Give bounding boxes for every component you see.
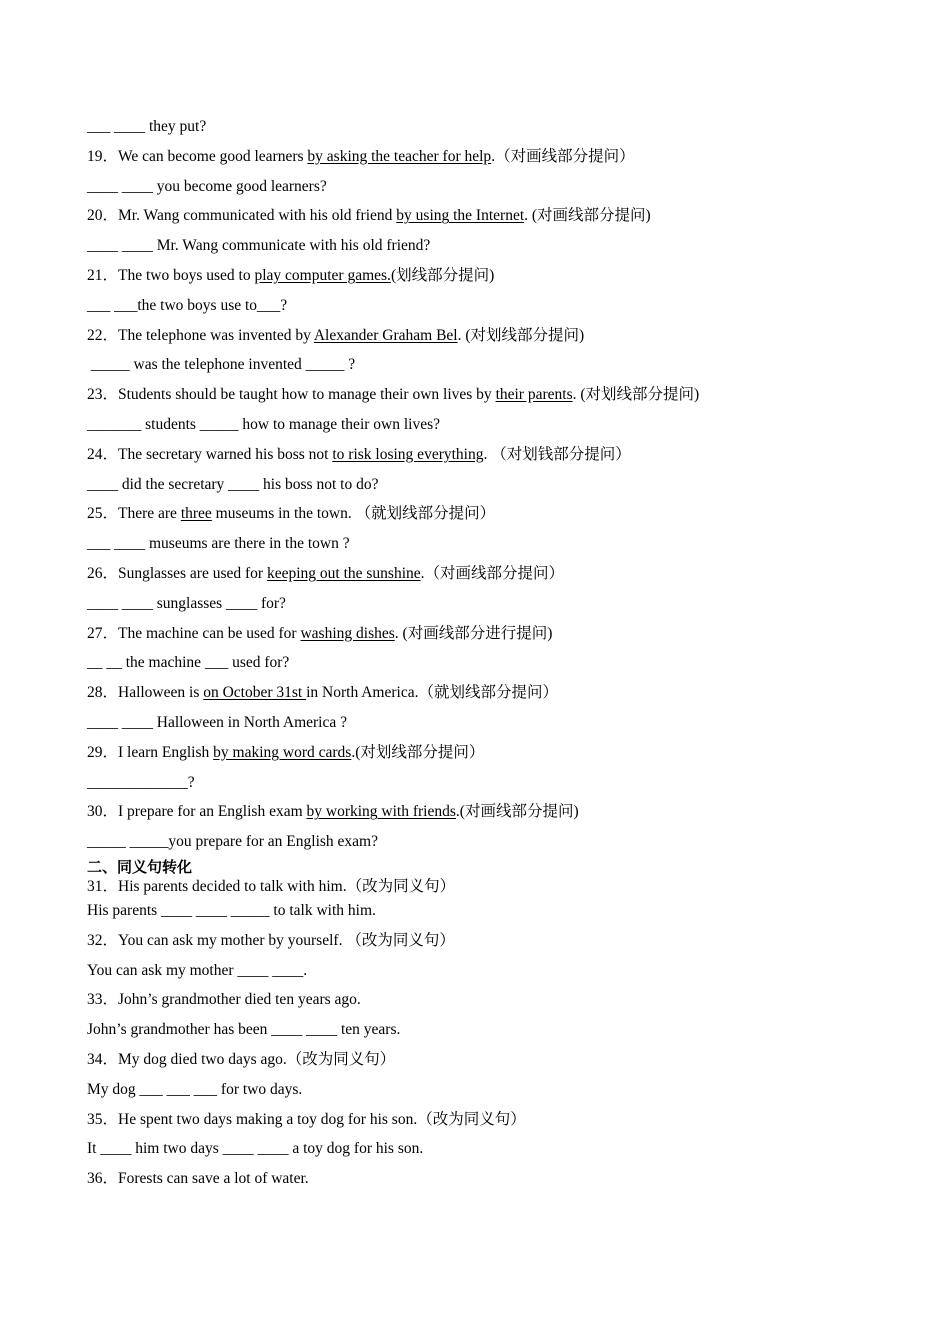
- text-line: [87, 410, 887, 440]
- text-run: His parents ____ ____ _____ to talk with him.: [87, 901, 376, 919]
- text-run: 19．We can become good learners: [87, 147, 308, 165]
- text-run: You can ask my mother ____ ____.: [87, 961, 308, 979]
- text-line: [87, 956, 887, 986]
- text-line: [87, 321, 887, 351]
- text-line: [87, 738, 887, 768]
- text-line: [87, 648, 887, 678]
- text-line: [87, 231, 887, 261]
- section-heading: [87, 857, 887, 877]
- text-line: [87, 1164, 887, 1194]
- text-line: [87, 708, 887, 738]
- text-line: [87, 896, 887, 926]
- text-run: _____ _____you prepare for an English exam?: [87, 833, 378, 851]
- text-run: 36．Forests can save a lot of water.: [87, 1170, 309, 1188]
- text-line: [87, 1075, 887, 1105]
- text-line: [87, 499, 887, 529]
- text-line: [87, 559, 887, 589]
- text-run: 32．You can ask my mother by yourself. （改为同义句）: [87, 931, 455, 949]
- text-line: [87, 589, 887, 619]
- text-line: [87, 619, 887, 649]
- text-run: John’s grandmother has been ____ ____ ten years.: [87, 1021, 401, 1039]
- text-line: [87, 112, 887, 142]
- underlined-phrase: three: [180, 505, 212, 523]
- text-run: 23．Students should be taught how to manage their own lives by: [87, 386, 496, 404]
- text-run: 27．The machine can be used for: [87, 624, 301, 642]
- underlined-phrase: washing dishes: [300, 624, 395, 642]
- underlined-phrase: by working with friends: [306, 803, 456, 821]
- text-run: 21．The two boys used to: [87, 266, 255, 284]
- text-run: ____ did the secretary ____ his boss not to do?: [87, 475, 379, 493]
- text-run: __ __ the machine ___ used for?: [87, 654, 290, 672]
- text-run: museums in the town. （就划线部分提问）: [211, 505, 496, 523]
- text-line: [87, 142, 887, 172]
- underlined-phrase: by using the Internet: [396, 207, 525, 225]
- text-run: It ____ him two days ____ ____ a toy dog for his son.: [87, 1140, 424, 1158]
- text-run: 31．His parents decided to talk with him.（改为同义句）: [87, 877, 456, 895]
- text-line: [87, 1134, 887, 1164]
- text-line: [87, 380, 887, 410]
- underlined-phrase: play computer games.: [254, 266, 391, 284]
- text-line: [87, 797, 887, 827]
- text-run: ____ ____ sunglasses ____ for?: [87, 594, 286, 612]
- text-line: [87, 877, 887, 896]
- text-line: [87, 985, 887, 1015]
- text-run: . (对划线部分提问): [572, 386, 700, 404]
- text-run: . (对划线部分提问): [457, 326, 585, 344]
- text-run: 20．Mr. Wang communicated with his old friend: [87, 207, 397, 225]
- text-run: .（对画线部分提问）: [491, 147, 635, 165]
- text-run: 22．The telephone was invented by: [87, 326, 314, 344]
- text-line: [87, 926, 887, 956]
- text-line: [87, 1015, 887, 1045]
- text-run: in North America.（就划线部分提问）: [306, 684, 558, 702]
- text-run: .(对划线部分提问）: [351, 743, 485, 761]
- text-run: 24．The secretary warned his boss not: [87, 445, 333, 463]
- text-run: 30．I prepare for an English exam: [87, 803, 307, 821]
- text-line: [87, 1105, 887, 1135]
- text-run: . （对划钱部分提问）: [483, 445, 631, 463]
- document-page: [87, 112, 887, 1194]
- text-run: ____ ____ Mr. Wang communicate with his old friend?: [87, 237, 431, 255]
- text-line: [87, 827, 887, 857]
- text-run: . (对画线部分提问): [524, 207, 651, 225]
- text-run: ____ ____ Halloween in North America ?: [87, 713, 347, 731]
- text-run: ___ ____ museums are there in the town ?: [87, 535, 350, 553]
- text-run: _____________?: [87, 773, 195, 791]
- underlined-phrase: keeping out the sunshine: [266, 564, 421, 582]
- text-line: [87, 678, 887, 708]
- text-line: [87, 440, 887, 470]
- underlined-phrase: by making word cards: [213, 743, 352, 761]
- text-run: _______ students _____ how to manage their own lives?: [87, 415, 441, 433]
- underlined-phrase: to risk losing everything: [332, 445, 484, 463]
- underlined-phrase: Alexander Graham Bel: [313, 326, 458, 344]
- text-line: [87, 172, 887, 202]
- text-run: ____ ____ you become good learners?: [87, 177, 327, 195]
- text-line: [87, 261, 887, 291]
- text-line: [87, 291, 887, 321]
- text-run: 34．My dog died two days ago.（改为同义句）: [87, 1050, 396, 1068]
- text-line: [87, 350, 887, 380]
- text-line: [87, 529, 887, 559]
- underlined-phrase: their parents: [495, 386, 573, 404]
- text-run: .(对画线部分提问): [455, 803, 579, 821]
- text-run: _____ was the telephone invented _____ ?: [87, 356, 356, 374]
- text-run: 28．Halloween is: [87, 684, 204, 702]
- text-run: .（对画线部分提问）: [420, 564, 565, 582]
- text-line: [87, 201, 887, 231]
- text-run: ___ ___the two boys use to___?: [87, 296, 288, 314]
- underlined-phrase: on October 31st: [203, 684, 307, 702]
- text-line: [87, 470, 887, 500]
- text-run: My dog ___ ___ ___ for two days.: [87, 1080, 303, 1098]
- text-run: 26．Sunglasses are used for: [87, 564, 267, 582]
- text-run: (划线部分提问): [390, 266, 495, 284]
- text-run: 29．I learn English: [87, 743, 214, 761]
- text-run: 二、同义句转化: [87, 857, 193, 876]
- text-run: 33．John’s grandmother died ten years ago.: [87, 991, 361, 1009]
- text-run: . (对画线部分进行提问): [394, 624, 553, 642]
- text-line: [87, 768, 887, 798]
- text-run: 35．He spent two days making a toy dog for his son.（改为同义句）: [87, 1110, 526, 1128]
- text-line: [87, 1045, 887, 1075]
- text-run: 25．There are: [87, 505, 181, 523]
- text-run: ___ ____ they put?: [87, 118, 207, 135]
- underlined-phrase: by asking the teacher for help: [307, 147, 492, 165]
